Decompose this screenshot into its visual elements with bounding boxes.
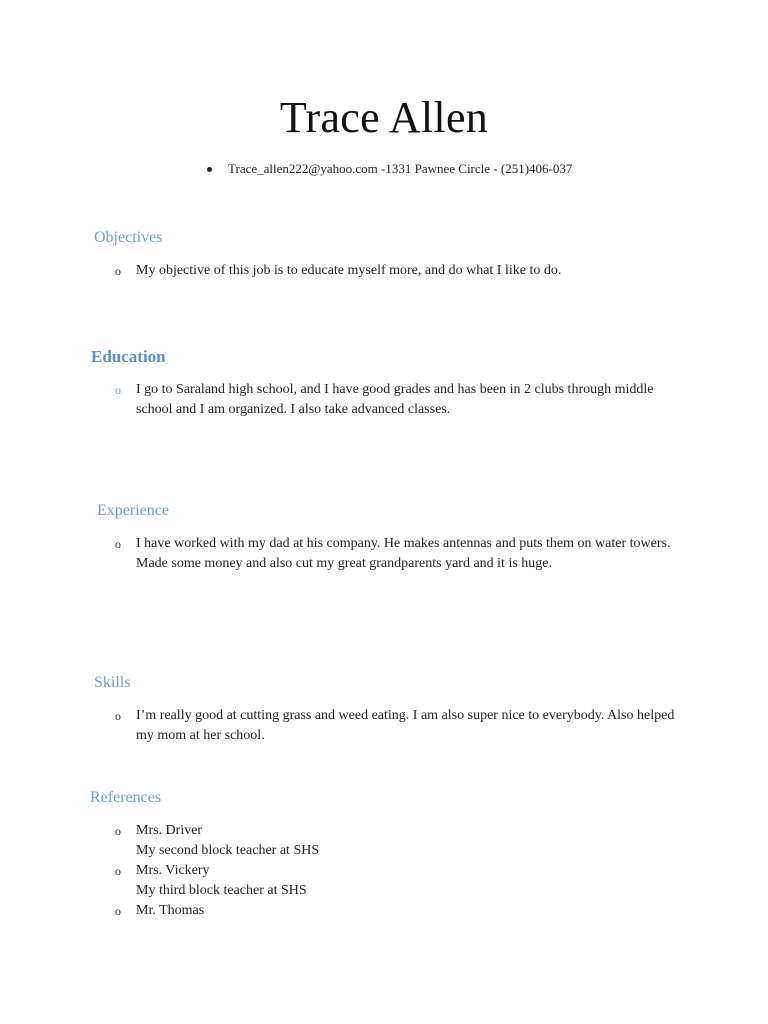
skills-text: I’m really good at cutting grass and weed eating. I am also super nice to everybody. Also helped my mom at her school.: [136, 708, 675, 743]
reference-name: Mr. Thomas: [136, 903, 205, 918]
objectives-text: My objective of this job is to educate myself more, and do what I like to do.: [136, 263, 562, 278]
reference-item: [115, 861, 675, 901]
experience-item: [115, 534, 675, 574]
skills-heading: Skills: [94, 674, 131, 691]
references-heading: References: [90, 789, 162, 806]
reference-name: Mrs. Vickery: [136, 863, 210, 878]
skills-item: [115, 706, 675, 746]
contact-text: Trace_allen222@yahoo.com -1331 Pawnee Circle - (251)406-037: [228, 161, 573, 176]
reference-detail: My third block teacher at SHS: [136, 883, 307, 898]
objectives-heading: Objectives: [94, 229, 163, 246]
experience-heading: Experience: [97, 502, 169, 519]
objectives-item: [115, 261, 675, 281]
education-text: I go to Saraland high school, and I have good grades and has been in 2 clubs through middle school and I am organized. I also take advanced classes.: [136, 382, 654, 417]
circle-bullet-icon: o: [115, 264, 121, 278]
circle-bullet-icon: o: [115, 864, 121, 878]
reference-detail: My second block teacher at SHS: [136, 843, 320, 858]
circle-bullet-icon: o: [115, 383, 121, 397]
education-heading: Education: [91, 347, 166, 366]
circle-bullet-icon: o: [115, 824, 121, 838]
contact-line: [207, 161, 572, 177]
resume-name: Trace Allen: [279, 93, 489, 142]
reference-name: Mrs. Driver: [136, 823, 203, 838]
circle-bullet-icon: o: [115, 709, 121, 723]
circle-bullet-icon: o: [115, 537, 121, 551]
experience-text: I have worked with my dad at his company. He makes antennas and puts them on water towers. Made some money and also cut my great grandparents yard and it is huge.: [136, 536, 671, 571]
reference-item: [115, 821, 675, 861]
circle-bullet-icon: o: [115, 904, 121, 918]
education-item: [115, 380, 675, 420]
reference-item: [115, 901, 675, 921]
bullet-icon: [207, 167, 212, 172]
